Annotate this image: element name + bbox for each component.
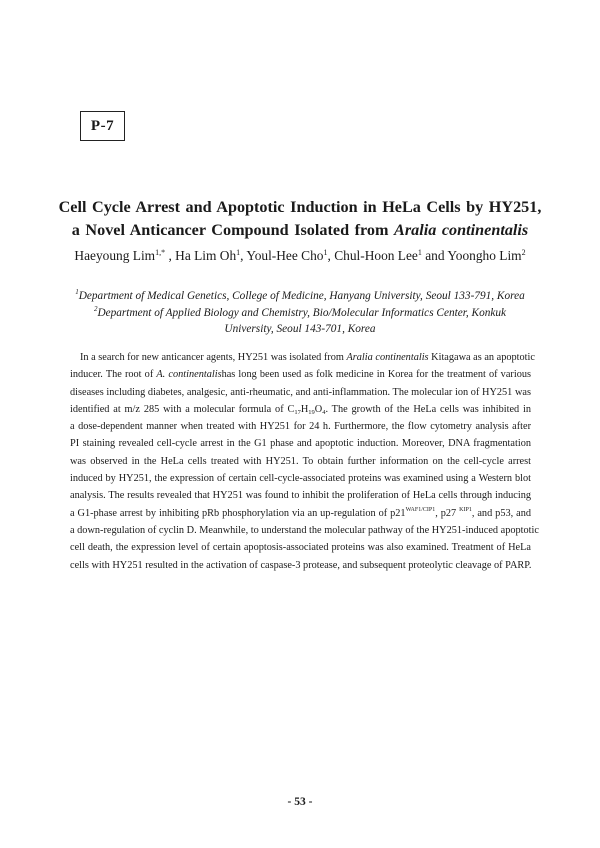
abstract-text: In a search for new anticancer agents, HY251 was isolated from	[80, 352, 347, 363]
abstract-text: , and p53, and	[471, 507, 532, 519]
affiliation-2	[40, 305, 560, 322]
author-name: Ha Lim Oh	[175, 248, 237, 263]
affiliation-mark: 2	[93, 304, 98, 313]
formula-element: H	[300, 403, 309, 415]
abstract-line: was observed in the HeLa cells treated with HY251. To obtain further information on the cell-cycle arrest	[70, 455, 531, 467]
author-affil-mark: 1,*	[155, 248, 166, 257]
title-species: Aralia continentalis	[394, 220, 529, 239]
affiliation-text: Department of Applied Biology and Chemistry, Bio/Molecular Informatics Center, Konkuk	[97, 306, 507, 319]
abstract-text: inducer. The root of	[70, 369, 157, 381]
author-affil-mark: 1	[236, 248, 241, 257]
affiliation-mark: 1	[75, 288, 79, 296]
title-line-1: Cell Cycle Arrest and Apoptotic Induction in HeLa Cells by HY251,	[58, 198, 542, 216]
formula-subscript: 17	[294, 408, 301, 416]
page-number: - 53 -	[287, 796, 313, 808]
author-name: Haeyoung Lim	[74, 248, 156, 263]
affiliation-text: Department of Medical Genetics, College of Medicine, Hanyang University, Seoul 133-791, Korea	[78, 290, 525, 302]
gene-superscript: WAF1/CIP1	[405, 506, 436, 513]
author-name: Yoongho Lim	[447, 248, 522, 263]
abstract-line	[70, 349, 535, 366]
author-separator: ,	[327, 248, 335, 263]
formula-element: O	[314, 403, 323, 415]
species-name: A. continentalis	[156, 369, 222, 381]
abstract-text: identified at m/z 285 with a molecular formula of C	[70, 403, 295, 415]
abstract-body	[70, 349, 539, 574]
abstract-line: diseases including diabetes, analgesic, anti-rheumatic, and anti-inflammation. The molecular ion of HY251 was	[70, 386, 531, 398]
abstract-line: induced by HY251, the expression of certain cell-cycle-associated proteins was examined using a Western blot	[70, 473, 531, 485]
author-separator: ,	[165, 248, 176, 263]
author-affil-mark: 1	[323, 248, 328, 257]
affiliation-2-cont: University, Seoul 143-701, Korea	[224, 323, 376, 336]
title-line-2-prefix: a Novel Anticancer Compound Isolated from	[71, 220, 395, 239]
abstract-line: PI staining revealed cell-cycle arrest in the G1 phase and apoptotic induction. Moreover, DNA fragmentation	[70, 438, 531, 450]
author-separator: and	[421, 248, 448, 263]
paper-title	[40, 196, 560, 241]
formula-subscript: 4	[322, 408, 326, 416]
affiliations	[40, 288, 560, 338]
abstract-line: a dose-dependent manner when treated with HY251 for 24 h. Furthermore, the flow cytometry analysis after	[70, 421, 531, 433]
abstract-text: , p27	[435, 507, 460, 519]
abstract-text: has long been used as folk medicine in Korea for the treatment of various	[221, 369, 531, 381]
abstract-line: analysis. The results revealed that HY251 was found to inhibit the proliferation of HeLa cells through inducing	[70, 490, 531, 502]
title-line-2	[40, 219, 560, 242]
abstract-line: cells with HY251 resulted in the activation of caspase-3 protease, and subsequent proteolytic cleavage of PARP.	[70, 559, 532, 571]
formula-subscript: 19	[308, 408, 315, 416]
abstract-text: Kitagawa as an apoptotic	[428, 352, 535, 363]
author-affil-mark: 1	[417, 248, 422, 257]
abstract-line	[70, 505, 531, 522]
abstract-text: . The growth of the HeLa cells was inhibited in	[325, 403, 532, 415]
author-affil-mark: 2	[521, 248, 526, 257]
poster-label: P-7	[80, 111, 125, 141]
gene-superscript: KIP1	[459, 506, 472, 513]
abstract-line	[70, 366, 531, 383]
author-name: Chul-Hoon Lee	[334, 248, 418, 263]
author-name: Youl-Hee Cho	[246, 248, 324, 263]
abstract-line	[70, 401, 531, 418]
affiliation-1	[40, 288, 560, 305]
abstract-line: cell death, the expression level of certain apoptosis-associated proteins was also examined. Treatment of HeLa	[70, 542, 531, 554]
author-separator: ,	[240, 248, 247, 263]
abstract-line: a down-regulation of cyclin D. Meanwhile, to understand the molecular pathway of the HY251-induced apoptotic	[70, 524, 539, 536]
abstract-text: a G1-phase arrest by inhibiting pRb phosphorylation via an up-regulation of p21	[70, 507, 406, 519]
author-list	[30, 247, 570, 265]
species-name: Aralia continentalis	[346, 352, 429, 363]
